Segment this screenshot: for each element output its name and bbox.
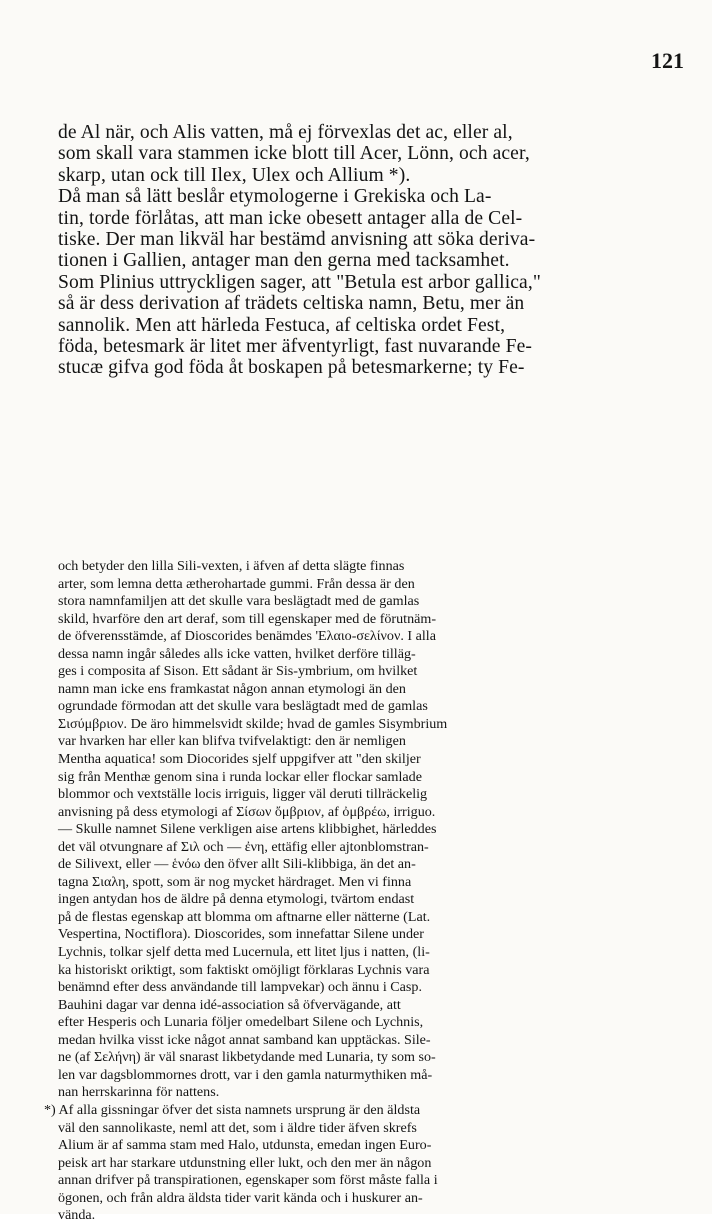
footnote-line: nan herrskarinna för nattens. [58,1084,220,1101]
main-line: Som Plinius uttryckligen sager, att "Betula est arbor gallica," [58,271,541,293]
footnote-line: skild, hvarföre den art deraf, som till egenskaper med de förutnäm- [58,610,437,627]
footnote-line: blommor och vextställe locis irriguis, ligger väl deruti tillräckelig [58,786,428,803]
footnote-line: ne (af Σελήνη) är väl snarast likbetydande med Lunaria, ty som so- [58,1049,436,1066]
main-line: de Al när, och Alis vatten, må ej förvexlas det ac, eller al, [58,122,513,143]
main-line: tiske. Der man likväl har bestämd anvisning att söka deriva- [58,229,536,251]
footnote-line: sig från Menthæ genom sina i runda lockar eller flockar samlade [58,768,422,785]
main-line: Då man så lätt beslår etymologerne i Grekiska och La- [58,186,492,208]
footnote-star-line: vända. [58,1207,96,1224]
main-line: tionen i Gallien, antager man den gerna med tacksamhet. [58,250,510,272]
footnote-star-line: väl den sannolikaste, neml att det, som i äldre tider äfven skrefs [58,1119,417,1136]
footnote-line: var hvarken har eller kan blifva tvifvelaktigt: den är nemligen [58,733,406,750]
main-line: som skall vara stammen icke blott till Acer, Lönn, och acer, [58,143,530,165]
footnote-line: Σισύμβριον. De äro himmelsvidt skilde; hvad de gamles Sisymbrium [58,715,448,732]
footnote-line: ges i composita af Sison. Ett sådant är Sis-ymbrium, om hvilket [58,663,418,680]
main-line: föda, betesmark är litet mer äfventyrligt, fast nuvarande Fe- [58,336,532,358]
footnote-line: dessa namn ingår således alls icke vatten, hvilket derföre tilläg- [58,645,416,662]
footnote-line: anvisning på dess etymologi af Σίσων ὄμβριον, af ὀμβρέω, irriguo. [58,803,436,820]
footnote-line: medan hvilka visst icke något annat samband kan upptäckas. Sile- [58,1031,431,1048]
footnote-line: tagna Σιαλη, spott, som är nog mycket härdraget. Men vi finna [58,873,412,890]
footnote-line: på de flestas egenskap att blomma om aftnarne eller nätterne (Lat. [58,908,431,925]
footnote-star-line: *) Af alla gissningar öfver det sista namnets ursprung är den äldsta [44,1101,421,1118]
footnote-star-line: annan drifver på transpirationen, egenskaper som först måste falla i [58,1172,438,1189]
footnote-line: och betyder den lilla Sili-vexten, i äfven af detta slägte finnas [58,558,405,574]
footnote-line: len var dagsblommornes drott, var i den gamla naturmythiken må- [58,1066,433,1083]
footnote-star-line: Alium är af samma stam med Halo, utdunsta, emedan ingen Euro- [58,1137,432,1154]
footnote-line: namn man icke ens framkastat någon annan etymologi än den [58,680,406,697]
footnote-star-line: ögonen, och från aldra äldsta tider varit kända och i huskurer an- [58,1189,423,1206]
main-line: tin, torde förlåtas, att man icke obesett antager alla de Cel- [58,207,523,229]
main-line: sannolik. Men att härleda Festuca, af celtiska ordet Fest, [58,314,506,336]
footnote-line: Lychnis, tolkar sjelf detta med Lucernula, ett litet ljus i natten, (li- [58,944,430,961]
footnote-line: stora namnfamiljen att det skulle vara beslägtadt med de gamlas [58,593,420,610]
footnote-line: ka historiskt oriktigt, som faktiskt omöjligt förklaras Lychnis vara [58,961,430,978]
footnote-line: benämnd efter dess användande till lampvekar) och ännu i Casp. [58,979,422,996]
footnote-star-line: peisk art har starkare utdunstning eller lukt, och den mer än någon [58,1154,432,1171]
page-number: 121 [651,48,684,73]
footnote-line: det väl otvungnare af Σιλ och — ἐνη, ettäfig eller ajtonblomstran- [58,838,429,855]
footnote-line: ogrundade förmodan att det skulle vara beslägtadt med de gamlas [58,698,428,715]
footnote-line: de öfverensstämde, af Dioscorides benämdes 'Ελαιο-σελίνον. I alla [58,628,436,645]
footnote-line: Vespertina, Noctiflora). Dioscorides, som innefattar Silene under [58,926,424,943]
footnote-line: de Silivext, eller — ἑνόω den öfver allt Sili-klibbiga, än det an- [58,856,416,873]
footnote-line: efter Hesperis och Lunaria följer omedelbart Silene och Lychnis, [58,1014,424,1031]
footnotes [44,558,690,1225]
footnote-line: arter, som lemna detta ætherohartade gummi. Från dessa är den [58,575,415,592]
main-text [58,122,690,379]
footnote-line: Bauhini dagar var denna idé-association så öfvervägande, att [58,996,401,1013]
footnote-line: — Skulle namnet Silene verkligen aise artens klibbighet, härleddes [58,821,437,838]
main-line: så är dess derivation af trädets celtiska namn, Betu, mer än [58,293,525,315]
footnote-line: ingen antydan hos de äldre på denna etymologi, tvärtom endast [58,891,415,908]
main-line: skarp, utan ock till Ilex, Ulex och Allium *). [58,164,411,186]
main-line: stucæ gifva god föda åt boskapen på betesmarkerne; ty Fe- [58,357,525,379]
footnote-line: Mentha aquatica! som Diocorides sjelf uppgifver att "den skiljer [58,751,421,768]
